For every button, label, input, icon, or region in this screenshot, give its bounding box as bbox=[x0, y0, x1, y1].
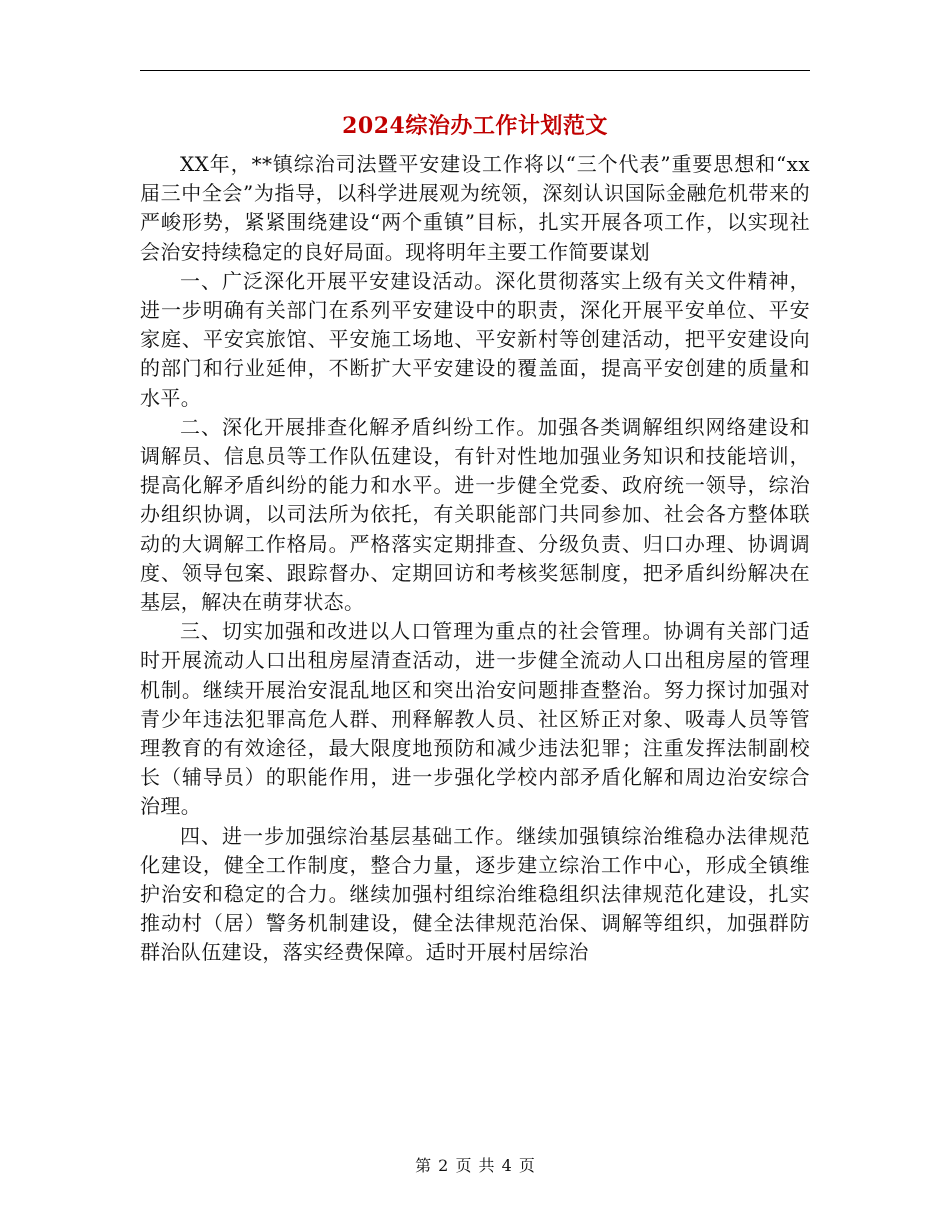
section-1-paragraph: 一、广泛深化开展平安建设活动。深化贯彻落实上级有关文件精神，进一步明确有关部门在系列平安建设中的职责，深化开展平安单位、平安家庭、平安宾旅馆、平安施工场地、平安新村等创建活动，把平安建设向的部门和行业延伸，不断扩大平安建设的覆盖面，提高平安创建的质量和水平。 bbox=[140, 268, 810, 410]
intro-paragraph: XX年，**镇综治司法暨平安建设工作将以“三个代表”重要思想和“xx届三中全会”为指导，以科学进展观为统领，深刻认识国际金融危机带来的严峻形势，紧紧围绕建设“两个重镇”目标，扎实开展各项工作，以实现社会治安持续稳定的良好局面。现将明年主要工作简要谋划 bbox=[140, 152, 810, 264]
section-3-paragraph: 三、切实加强和改进以人口管理为重点的社会管理。协调有关部门适时开展流动人口出租房屋清查活动，进一步健全流动人口出租房屋的管理机制。继续开展治安混乱地区和突出治安问题排查整治。努力探讨加强对青少年违法犯罪高危人群、刑释解教人员、社区矫正对象、吸毒人员等管理教育的有效途径，最大限度地预防和减少违法犯罪；注重发挥法制副校长（辅导员）的职能作用，进一步强化学校内部矛盾化解和周边治安综合治理。 bbox=[140, 619, 810, 819]
document-title: 2024综治办工作计划范文 bbox=[342, 113, 608, 139]
page-number: 第 2 页 共 4 页 bbox=[415, 1156, 535, 1175]
section-2-paragraph: 二、深化开展排查化解矛盾纠纷工作。加强各类调解组织网络建设和调解员、信息员等工作队伍建设，有针对性地加强业务知识和技能培训，提高化解矛盾纠纷的能力和水平。进一步健全党委、政府统一领导，综治办组织协调，以司法所为依托，有关职能部门共同参加、社会各方整体联动的大调解工作格局。严格落实定期排查、分级负责、归口办理、协调调度、领导包案、跟踪督办、定期回访和考核奖惩制度，把矛盾纠纷解决在基层，解决在萌芽状态。 bbox=[140, 414, 810, 615]
section-4-paragraph: 四、进一步加强综治基层基础工作。继续加强镇综治维稳办法律规范化建设，健全工作制度，整合力量，逐步建立综治工作中心，形成全镇维护治安和稳定的合力。继续加强村组综治维稳组织法律规范化建设，扎实推动村（居）警务机制建设，健全法律规范治保、调解等组织，加强群防群治队伍建设，落实经费保障。适时开展村居综治 bbox=[140, 823, 810, 965]
document-body bbox=[140, 150, 810, 968]
header-rule bbox=[140, 70, 810, 71]
